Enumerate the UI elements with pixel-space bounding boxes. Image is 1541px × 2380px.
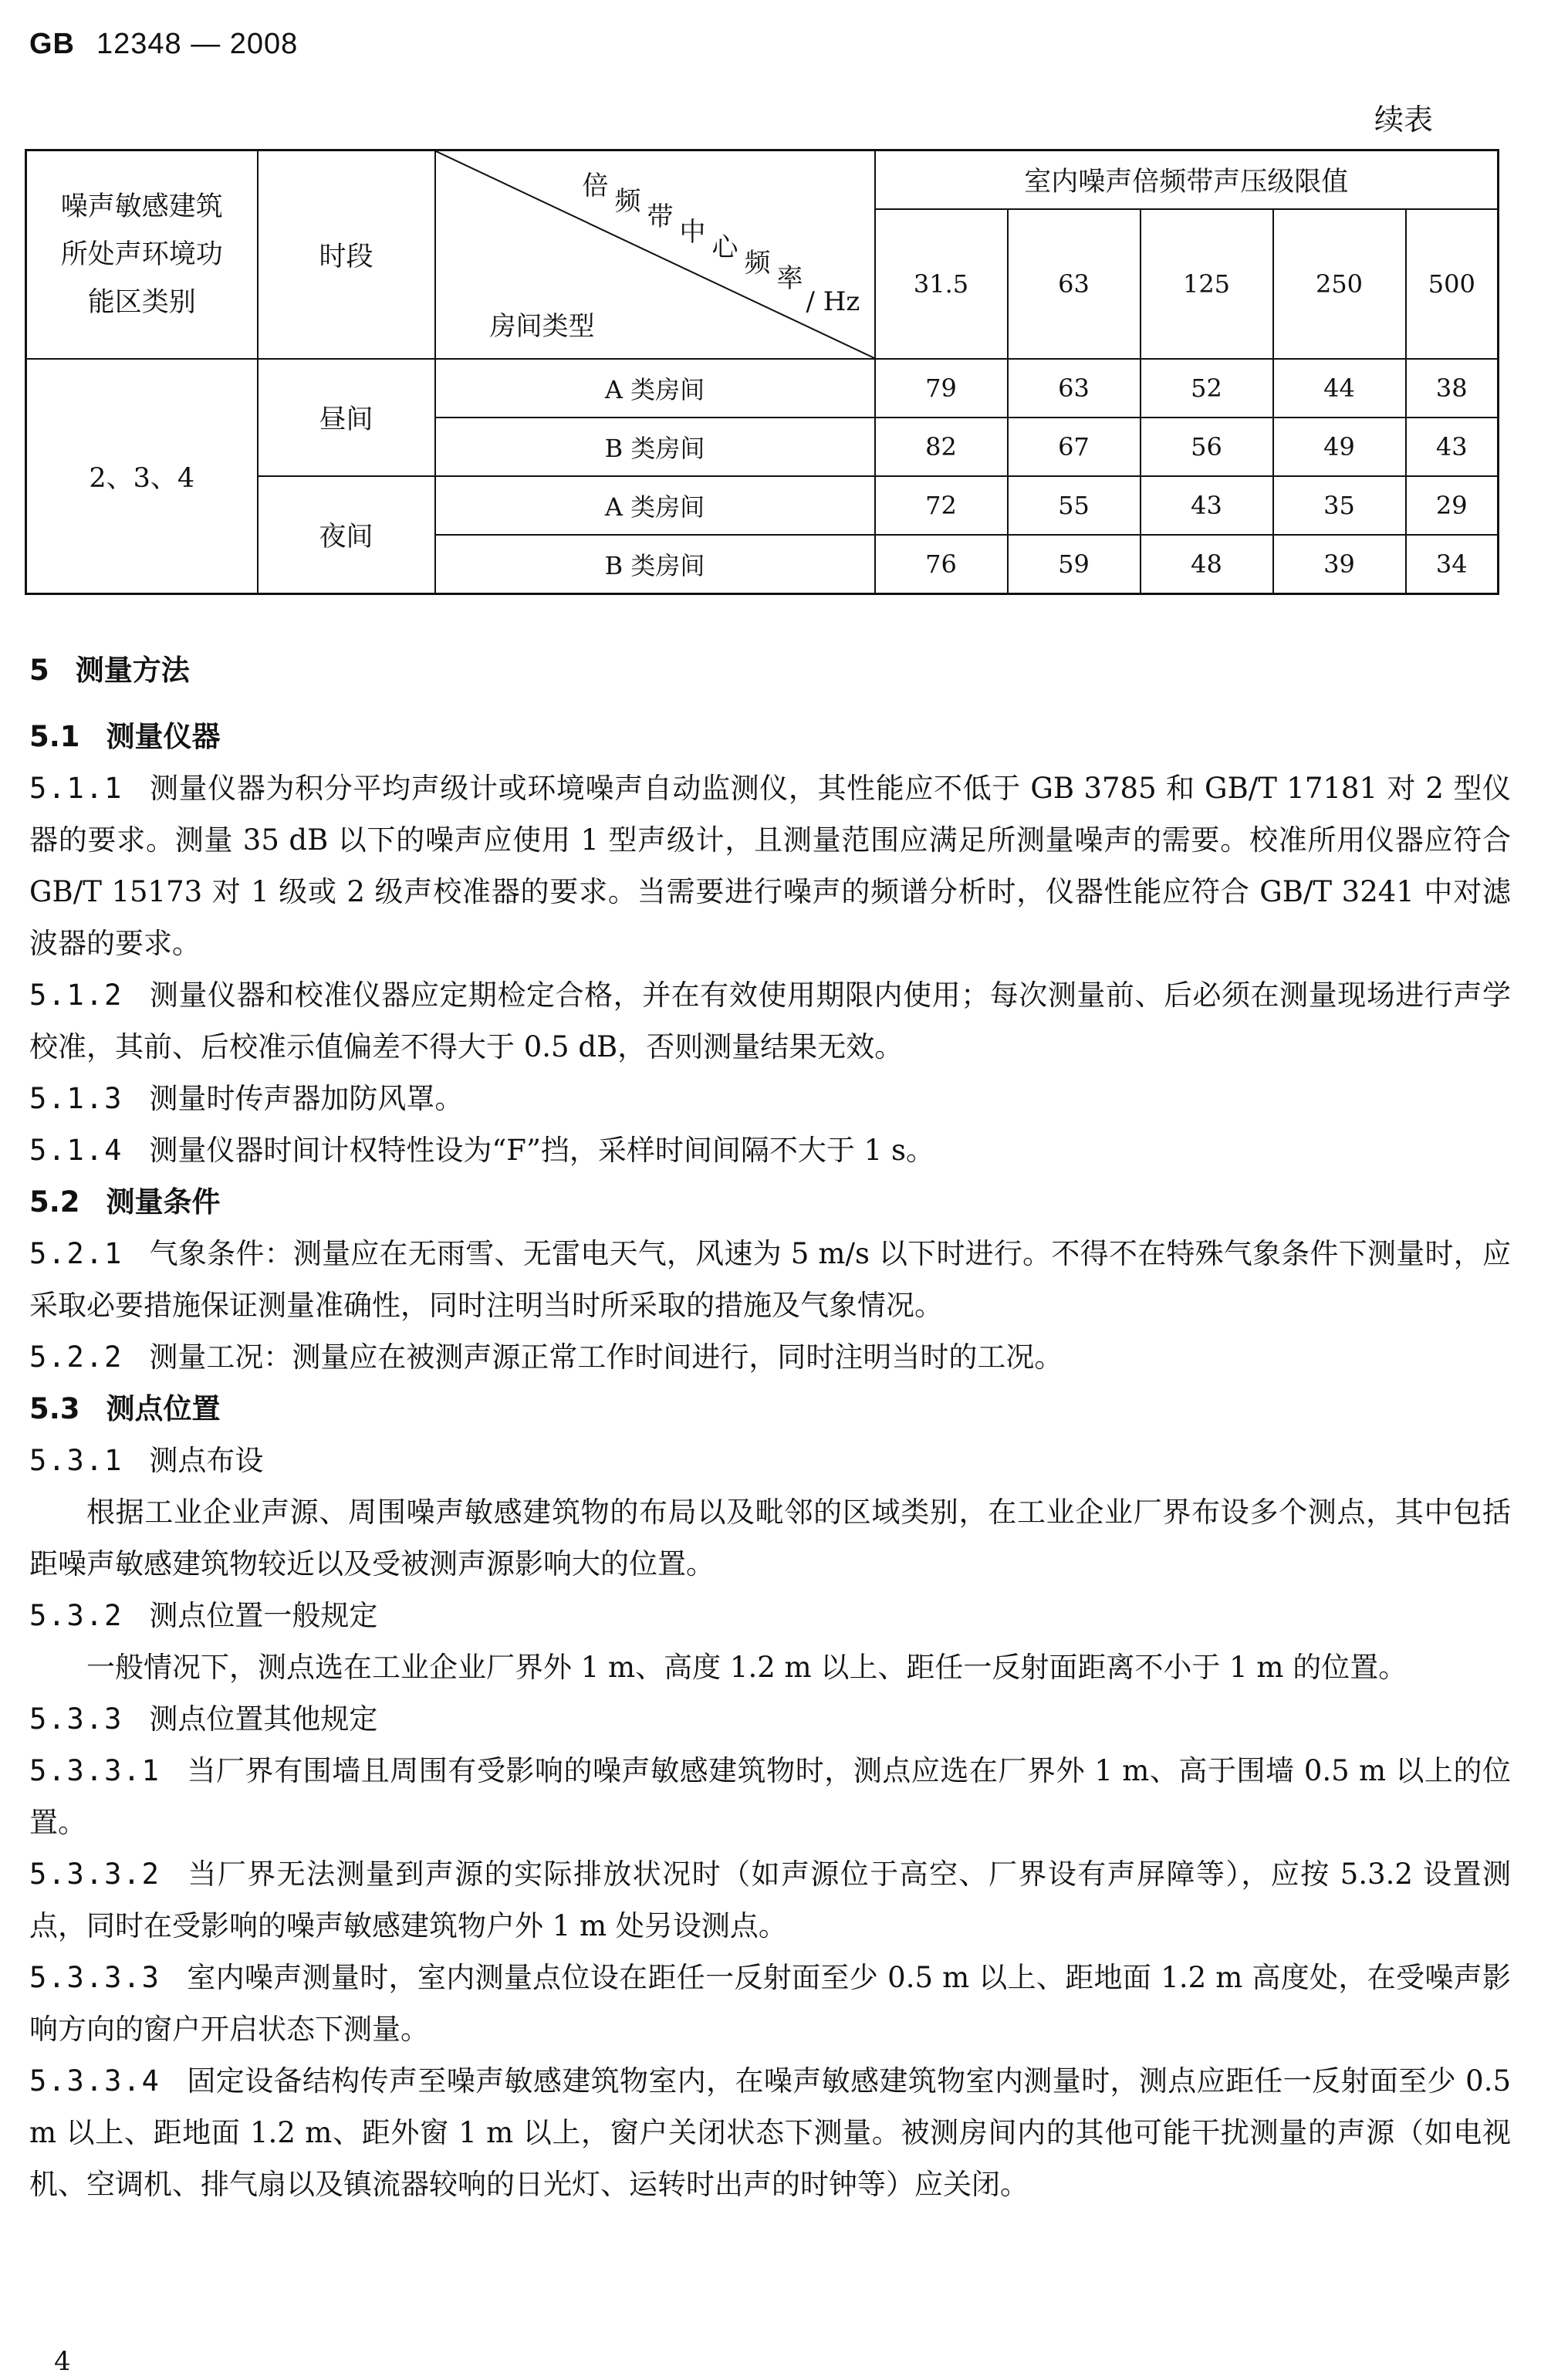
room-type-header: 房间类型 xyxy=(489,311,595,342)
room-type-cell: B 类房间 xyxy=(435,535,875,594)
clause-number: 5.3.3 xyxy=(29,1702,123,1736)
clause-number: 5.1.3 xyxy=(29,1081,123,1115)
room-type-cell: A 类房间 xyxy=(435,359,875,418)
diagonal-unit-label: / Hz xyxy=(806,286,860,317)
value-cell: 34 xyxy=(1406,535,1499,594)
diagonal-top-char: 率 xyxy=(776,263,803,294)
table-row xyxy=(26,359,1499,418)
paragraph: 一般情况下，测点选在工业企业厂界外 1 m、高度 1.2 m 以上、距任一反射面距离不小于 1 m 的位置。 xyxy=(86,1650,1408,1684)
frequency-unit: Hz xyxy=(823,286,860,317)
section-title: 测点位置 xyxy=(106,1391,221,1425)
standard-number: 12348 — 2008 xyxy=(96,28,299,60)
room-type-cell: B 类房间 xyxy=(435,418,875,476)
clause-text: 气象条件：测量应在无雨雪、无雷电天气，风速为 5 m/s 以下时进行。不得不在特殊气象条件下测量时，应采取必要措施保证测量准确性，同时注明当时所采取的措施及气象情况。 xyxy=(29,1236,1511,1322)
value-cell: 49 xyxy=(1273,418,1406,476)
page-header xyxy=(29,28,298,61)
section-heading xyxy=(29,1176,1511,1228)
value-cell: 29 xyxy=(1406,476,1499,535)
category-header-line: 噪声敏感建筑 xyxy=(60,191,223,222)
diagonal-top-char: 心 xyxy=(711,232,738,263)
clause xyxy=(29,1331,1511,1383)
frequency-cell: 31.5 xyxy=(875,209,1008,359)
section-heading xyxy=(29,644,1511,696)
clause-text: 测量仪器为积分平均声级计或环境噪声自动监测仪，其性能应不低于 GB 3785 和 GB/T 17181 对 2 型仪器的要求。测量 35 dB 以下的噪声应使用 1 型声级计，且测量范围应满足所测量噪声的需要。校准所用仪器应符合 GB/T 15173 对 1 级或 2 级声校准器的要求。当需要进行噪声的频谱分析时，仪器性能应符合 GB/T 3241 中对滤波器的要求。 xyxy=(29,771,1511,960)
period-cell: 昼间 xyxy=(258,359,435,476)
limit-header: 室内噪声倍频带声压级限值 xyxy=(875,150,1499,210)
clause xyxy=(29,969,1511,1073)
section-number: 5.2 xyxy=(29,1185,80,1219)
clause-number: 5.1.1 xyxy=(29,771,123,805)
continued-label: 续表 xyxy=(1374,103,1433,137)
period-cell: 夜间 xyxy=(258,476,435,594)
clause-text: 测量时传声器加防风罩。 xyxy=(149,1081,464,1115)
category-cell: 2、3、4 xyxy=(26,359,258,594)
clause-number: 5.1.2 xyxy=(29,978,123,1012)
category-header-line: 所处声环境功 xyxy=(60,239,223,270)
section-heading xyxy=(29,711,1511,762)
clause-title: 测点位置其他规定 xyxy=(149,1702,378,1736)
clause xyxy=(29,1745,1511,1848)
clause xyxy=(29,1848,1511,1952)
value-cell: 79 xyxy=(875,359,1008,418)
section-number: 5.1 xyxy=(29,719,80,753)
clause xyxy=(29,1228,1511,1331)
room-type-cell: A 类房间 xyxy=(435,476,875,535)
diagonal-top-char: 倍 xyxy=(582,171,609,201)
clause-number: 5.3.3.2 xyxy=(29,1857,161,1891)
frequency-cell: 125 xyxy=(1141,209,1273,359)
section-title: 测量仪器 xyxy=(106,719,221,753)
value-cell: 55 xyxy=(1008,476,1141,535)
clause-number: 5.3.3.3 xyxy=(29,1960,161,1994)
value-cell: 43 xyxy=(1141,476,1273,535)
frequency-cell: 63 xyxy=(1008,209,1141,359)
clause-number: 5.3.1 xyxy=(29,1443,123,1477)
noise-limit-table xyxy=(25,149,1499,595)
clause xyxy=(29,1073,1511,1124)
section-title: 测量方法 xyxy=(75,654,190,687)
value-cell: 38 xyxy=(1406,359,1499,418)
value-cell: 44 xyxy=(1273,359,1406,418)
paragraph: 根据工业企业声源、周围噪声敏感建筑物的布局以及毗邻的区域类别，在工业企业厂界布设多个测点，其中包括距噪声敏感建筑物较近以及受被测声源影响大的位置。 xyxy=(29,1495,1511,1580)
diagonal-header-cell xyxy=(435,150,875,360)
frequency-cell: 250 xyxy=(1273,209,1406,359)
category-header-line: 能区类别 xyxy=(87,287,196,318)
clause-text: 测量工况：测量应在被测声源正常工作时间进行，同时注明当时的工况。 xyxy=(149,1340,1063,1374)
value-cell: 43 xyxy=(1406,418,1499,476)
clause xyxy=(29,762,1511,969)
standard-code: GB xyxy=(29,28,75,60)
period-header: 时段 xyxy=(258,150,435,360)
diagonal-top-char: 中 xyxy=(679,217,706,248)
clause-heading xyxy=(29,1435,1511,1486)
section-heading xyxy=(29,1383,1511,1435)
value-cell: 67 xyxy=(1008,418,1141,476)
value-cell: 82 xyxy=(875,418,1008,476)
clause-text: 固定设备结构传声至噪声敏感建筑物室内，在噪声敏感建筑物室内测量时，测点应距任一反射面至少 0.5 m 以上、距地面 1.2 m、距外窗 1 m 以上，窗户关闭状态下测量。被测房间内的其他可能干扰测量的声源（如电视机、空调机、排气扇以及镇流器较响的日光灯、运转时出声的时钟等）应关闭。 xyxy=(29,2064,1511,2201)
clause-title: 测点位置一般规定 xyxy=(149,1598,378,1632)
clause-number: 5.3.3.1 xyxy=(29,1753,161,1787)
value-cell: 76 xyxy=(875,535,1008,594)
clause-number: 5.3.3.4 xyxy=(29,2064,161,2098)
value-cell: 35 xyxy=(1273,476,1406,535)
diagonal-top-char: 频 xyxy=(614,186,641,217)
clause-text: 室内噪声测量时，室内测量点位设在距任一反射面至少 0.5 m 以上、距地面 1.2 m 高度处，在受噪声影响方向的窗户开启状态下测量。 xyxy=(29,1960,1511,2046)
clause-number: 5.2.2 xyxy=(29,1340,123,1374)
category-header-cell xyxy=(26,150,258,360)
value-cell: 56 xyxy=(1141,418,1273,476)
diagonal-top-char: 带 xyxy=(647,201,674,232)
section-title: 测量条件 xyxy=(106,1185,221,1219)
clause-text: 当厂界有围墙且周围有受影响的噪声敏感建筑物时，测点应选在厂界外 1 m、高于围墙 0.5 m 以上的位置。 xyxy=(29,1753,1511,1839)
value-cell: 39 xyxy=(1273,535,1406,594)
body-content xyxy=(29,644,1511,2210)
clause-title: 测点布设 xyxy=(149,1443,264,1477)
clause-number: 5.3.2 xyxy=(29,1598,123,1632)
frequency-cell: 500 xyxy=(1406,209,1499,359)
value-cell: 48 xyxy=(1141,535,1273,594)
value-cell: 72 xyxy=(875,476,1008,535)
clause-text: 测量仪器和校准仪器应定期检定合格，并在有效使用期限内使用；每次测量前、后必须在测量现场进行声学校准，其前、后校准示值偏差不得大于 0.5 dB，否则测量结果无效。 xyxy=(29,978,1511,1063)
page-number: 4 xyxy=(54,2346,71,2377)
diagonal-top-char: 频 xyxy=(744,248,771,279)
value-cell: 52 xyxy=(1141,359,1273,418)
clause xyxy=(29,1952,1511,2055)
section-number: 5 xyxy=(29,654,49,687)
value-cell: 63 xyxy=(1008,359,1141,418)
clause-text: 测量仪器时间计权特性设为“F”挡，采样时间间隔不大于 1 s。 xyxy=(149,1133,934,1167)
section-number: 5.3 xyxy=(29,1391,80,1425)
clause xyxy=(29,1124,1511,1176)
clause-text: 当厂界无法测量到声源的实际排放状况时（如声源位于高空、厂界设有声屏障等），应按 5.3.2 设置测点，同时在受影响的噪声敏感建筑物户外 1 m 处另设测点。 xyxy=(29,1857,1511,1942)
clause-heading xyxy=(29,1693,1511,1745)
clause-number: 5.1.4 xyxy=(29,1133,123,1167)
clause-number: 5.2.1 xyxy=(29,1236,123,1270)
clause xyxy=(29,2055,1511,2210)
value-cell: 59 xyxy=(1008,535,1141,594)
clause-heading xyxy=(29,1590,1511,1641)
